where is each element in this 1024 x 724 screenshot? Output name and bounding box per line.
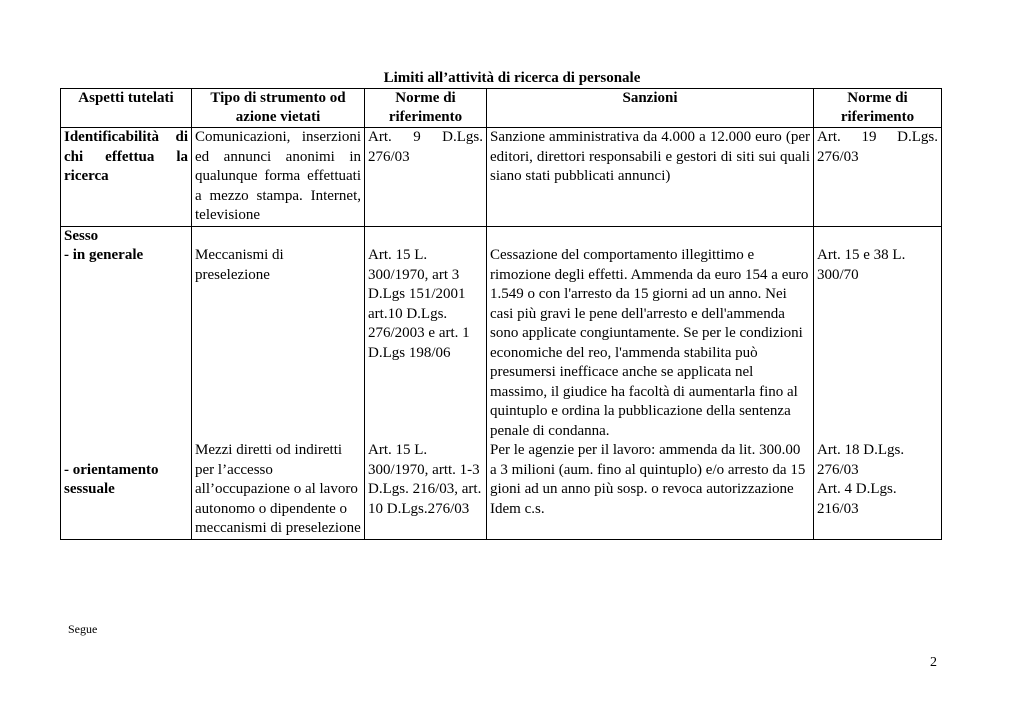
segue-note: Segue (68, 622, 98, 636)
norme1-orientamento: Art. 15 L. 300/1970, artt. 1-3 D.Lgs. 216/03, art. 10 D.Lgs.276/03 (368, 442, 482, 517)
document-title: Limiti all’attività di ricerca di personale (383, 70, 641, 86)
spacer (368, 227, 483, 247)
aspetto-sesso (61, 226, 192, 539)
norme1-generale: Art. 15 L. 300/1970, art 3 D.Lgs 151/2001 art.10 D.Lgs. 276/2003 e art. 1 D.Lgs 198/06 (368, 247, 470, 361)
sanzioni-identificabilita: Sanzione amministrativa da 4.000 a 12.000 euro (per editori, direttori responsabili e gestori di siti sui quali siano stati pubblicati annunci) (487, 128, 814, 227)
limits-table (60, 88, 942, 540)
sanzioni-sesso (487, 226, 814, 539)
table-row (61, 128, 942, 227)
sesso-orientamento-label: - orientamento sessuale (64, 461, 159, 497)
sesso-heading: Sesso (64, 227, 99, 244)
norme2-orientamento-2: Art. 4 D.Lgs. 216/03 (817, 481, 897, 517)
page-number: 2 (930, 655, 937, 670)
tipo-sesso (192, 226, 365, 539)
header-norme-2: Norme di riferimento (814, 89, 942, 128)
norme1-identificabilita: Art. 9 D.Lgs. 276/03 (365, 128, 487, 227)
table-row (61, 226, 942, 539)
norme2-sesso (814, 226, 942, 539)
tipo-identificabilita: Comunicazioni, inserzioni ed annunci anonimi in qualunque forma effettuati a mezzo stampa. Internet, televisione (192, 128, 365, 227)
tipo-generale: Meccanismi di preselezione (195, 247, 284, 283)
norme2-generale: Art. 15 e 38 L. 300/70 (817, 247, 906, 283)
spacer (490, 227, 810, 247)
spacer (195, 227, 361, 247)
norme2-identificabilita: Art. 19 D.Lgs. 276/03 (814, 128, 942, 227)
header-norme-1: Norme di riferimento (365, 89, 487, 128)
table-header-row (61, 89, 942, 128)
sanzioni-orientamento-2: Idem c.s. (490, 500, 545, 517)
spacer (817, 227, 938, 247)
norme2-orientamento-1: Art. 18 D.Lgs. 276/03 (817, 442, 905, 478)
sesso-generale-label: - in generale (64, 247, 144, 263)
header-sanzioni: Sanzioni (487, 89, 814, 128)
aspetto-identificabilita: Identificabilità di chi effettua la ricerca (61, 128, 192, 227)
sanzioni-generale: Cessazione del comportamento illegittimo e rimozione degli effetti. Ammenda da euro 154 a euro 1.549 o con l'arresto da 15 giorni ad un anno. Nei casi più gravi le pene dell'arresto e dell'ammenda sono applicate congiuntamente. Se per le condizioni economiche del reo, l'ammenda stabilita può presumersi inefficace anche se applicata nel massimo, il giudice ha facoltà di aumentarla fino al quintuplo e ordina la pubblicazione della sentenza penale di condanna. (490, 247, 809, 439)
spacer (64, 266, 188, 461)
tipo-orientamento: Mezzi diretti od indiretti per l’accesso all’occupazione o al lavoro autonomo o dipendente o meccanismi di preselezione (195, 442, 361, 536)
sanzioni-orientamento-1: Per le agenzie per il lavoro: ammenda da lit. 300.00 a 3 milioni (aum. fino al quintuplo) e/o arresto da 15 gioni ad un anno più sosp. o revoca autorizzazione (490, 442, 806, 497)
norme1-sesso (365, 226, 487, 539)
header-tipo: Tipo di strumento od azione vietati (192, 89, 365, 128)
header-aspetti: Aspetti tutelati (61, 89, 192, 128)
